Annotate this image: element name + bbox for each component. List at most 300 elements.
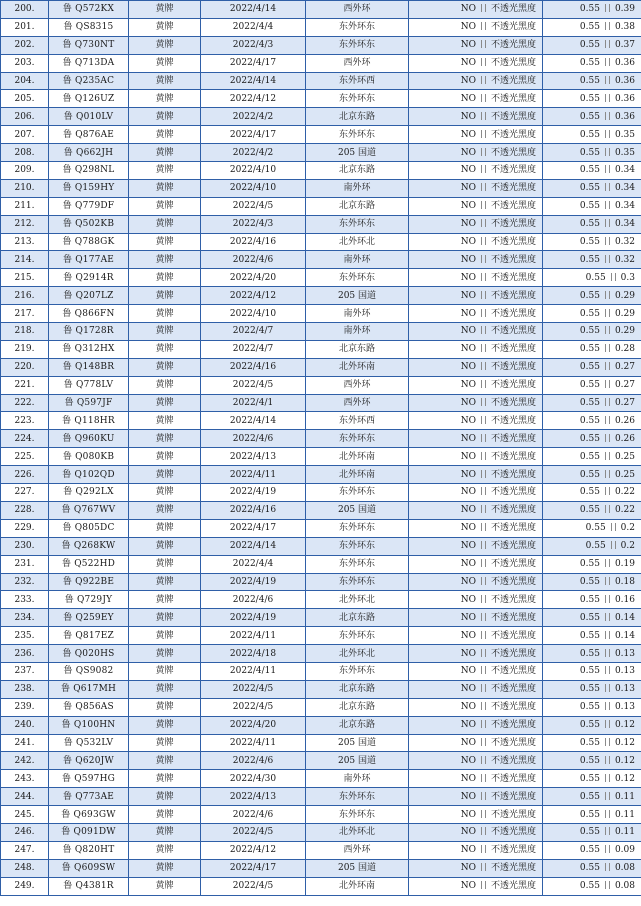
limit-value: 0.55: [579, 487, 600, 498]
limit-value: 0.55: [579, 40, 600, 51]
plate-number-cell: 鲁 Q876AE: [49, 126, 129, 144]
measured-value: 0.26: [614, 415, 635, 426]
limit-value: 0.55: [579, 702, 600, 713]
test-status-cell: [409, 645, 543, 663]
table-row: [1, 72, 641, 90]
test-item-label: 不透光黑度: [490, 326, 536, 337]
test-item-label: 不透光黑度: [490, 576, 536, 587]
row-number-cell: 221.: [1, 376, 49, 394]
row-number-cell: 247.: [1, 841, 49, 859]
limit-value: 0.55: [585, 523, 606, 534]
plate-number-cell: 鲁 Q788GK: [49, 233, 129, 251]
limit-value: 0.55: [579, 773, 600, 784]
table-row: [1, 466, 641, 484]
column-separator: [481, 4, 486, 12]
test-item-label: 不透光黑度: [490, 451, 536, 462]
location-cell: 北京东路: [306, 197, 409, 215]
measured-value: 0.32: [614, 237, 635, 248]
plate-number-cell: 鲁 QS8315: [49, 18, 129, 36]
date-cell: 2022/4/14: [201, 537, 306, 555]
plate-number-cell: 鲁 Q259EY: [49, 609, 129, 627]
limit-value: 0.55: [579, 791, 600, 802]
column-separator: [481, 649, 486, 657]
plate-color-cell: 黄牌: [129, 162, 201, 180]
limit-value: 0.55: [579, 720, 600, 731]
date-cell: 2022/4/10: [201, 305, 306, 323]
plate-number-cell: 鲁 Q100HN: [49, 716, 129, 734]
row-number-cell: 202.: [1, 36, 49, 54]
table-row: [1, 555, 641, 573]
table-row: [1, 358, 641, 376]
date-cell: 2022/4/16: [201, 233, 306, 251]
column-separator: [605, 720, 610, 728]
location-cell: 东外环东: [306, 573, 409, 591]
column-separator: [605, 666, 610, 674]
column-separator: [605, 756, 610, 764]
test-status-cell: [409, 555, 543, 573]
location-cell: 北京东路: [306, 716, 409, 734]
measured-value: 0.25: [614, 469, 635, 480]
result-flag: NO: [460, 594, 476, 605]
measured-value: 0.22: [614, 487, 635, 498]
limit-value: 0.55: [579, 4, 600, 15]
plate-color-cell: 黄牌: [129, 90, 201, 108]
plate-color-cell: 黄牌: [129, 537, 201, 555]
limit-value: 0.55: [579, 58, 600, 69]
test-item-label: 不透光黑度: [490, 523, 536, 534]
plate-color-cell: 黄牌: [129, 358, 201, 376]
column-separator: [481, 165, 486, 173]
table-row: [1, 376, 641, 394]
measured-value: 0.19: [614, 559, 635, 570]
measured-value: 0.12: [614, 720, 635, 731]
location-cell: 东外环东: [306, 627, 409, 645]
test-item-label: 不透光黑度: [490, 40, 536, 51]
column-separator: [481, 845, 486, 853]
column-separator: [481, 434, 486, 442]
column-separator: [481, 112, 486, 120]
measured-value: 0.27: [614, 362, 635, 373]
location-cell: 北京东路: [306, 162, 409, 180]
location-cell: 东外环东: [306, 537, 409, 555]
date-cell: 2022/4/17: [201, 519, 306, 537]
plate-number-cell: 鲁 Q620JW: [49, 752, 129, 770]
date-cell: 2022/4/6: [201, 752, 306, 770]
plate-number-cell: 鲁 Q020HS: [49, 645, 129, 663]
test-item-label: 不透光黑度: [490, 612, 536, 623]
location-cell: 205 国道: [306, 734, 409, 752]
row-number-cell: 207.: [1, 126, 49, 144]
plate-number-cell: 鲁 Q817EZ: [49, 627, 129, 645]
date-cell: 2022/4/2: [201, 144, 306, 162]
column-separator: [481, 291, 486, 299]
test-item-label: 不透光黑度: [490, 111, 536, 122]
measurement-cell: [543, 376, 641, 394]
table-row: [1, 1, 641, 19]
test-status-cell: [409, 323, 543, 341]
plate-number-cell: 鲁 Q597JF: [49, 394, 129, 412]
location-cell: 东外环东: [306, 484, 409, 502]
test-item-label: 不透光黑度: [490, 22, 536, 33]
column-separator: [605, 881, 610, 889]
limit-value: 0.55: [579, 344, 600, 355]
table-row: [1, 197, 641, 215]
plate-color-cell: 黄牌: [129, 627, 201, 645]
plate-color-cell: 黄牌: [129, 591, 201, 609]
column-separator: [481, 237, 486, 245]
test-status-cell: [409, 877, 543, 895]
result-flag: NO: [460, 881, 476, 892]
plate-number-cell: 鲁 Q572KX: [49, 1, 129, 19]
plate-color-cell: 黄牌: [129, 573, 201, 591]
plate-number-cell: 鲁 Q609SW: [49, 859, 129, 877]
test-status-cell: [409, 108, 543, 126]
table-row: [1, 394, 641, 412]
measurement-cell: [543, 251, 641, 269]
plate-number-cell: 鲁 Q960KU: [49, 430, 129, 448]
test-item-label: 不透光黑度: [490, 773, 536, 784]
table-row: [1, 680, 641, 698]
plate-number-cell: 鲁 Q617MH: [49, 680, 129, 698]
measurement-cell: [543, 305, 641, 323]
column-separator: [481, 130, 486, 138]
location-cell: 西外环: [306, 1, 409, 19]
test-item-label: 不透光黑度: [490, 398, 536, 409]
result-flag: NO: [460, 648, 476, 659]
column-separator: [605, 738, 610, 746]
plate-number-cell: 鲁 Q597HG: [49, 770, 129, 788]
plate-number-cell: 鲁 Q126UZ: [49, 90, 129, 108]
column-separator: [605, 237, 610, 245]
location-cell: 东外环东: [306, 662, 409, 680]
test-status-cell: [409, 501, 543, 519]
column-separator: [605, 362, 610, 370]
table-row: [1, 108, 641, 126]
measurement-cell: [543, 340, 641, 358]
test-item-label: 不透光黑度: [490, 755, 536, 766]
test-item-label: 不透光黑度: [490, 881, 536, 892]
column-separator: [605, 344, 610, 352]
column-separator: [605, 148, 610, 156]
plate-color-cell: 黄牌: [129, 18, 201, 36]
date-cell: 2022/4/17: [201, 126, 306, 144]
column-separator: [605, 649, 610, 657]
plate-color-cell: 黄牌: [129, 233, 201, 251]
test-item-label: 不透光黑度: [490, 863, 536, 874]
test-status-cell: [409, 734, 543, 752]
measurement-cell: [543, 233, 641, 251]
row-number-cell: 238.: [1, 680, 49, 698]
column-separator: [605, 380, 610, 388]
test-status-cell: [409, 305, 543, 323]
location-cell: 南外环: [306, 179, 409, 197]
test-item-label: 不透光黑度: [490, 344, 536, 355]
table-row: [1, 519, 641, 537]
date-cell: 2022/4/6: [201, 251, 306, 269]
row-number-cell: 211.: [1, 197, 49, 215]
column-separator: [605, 58, 610, 66]
row-number-cell: 249.: [1, 877, 49, 895]
measured-value: 0.13: [614, 648, 635, 659]
column-separator: [481, 487, 486, 495]
test-item-label: 不透光黑度: [490, 433, 536, 444]
limit-value: 0.55: [579, 93, 600, 104]
test-item-label: 不透光黑度: [490, 147, 536, 158]
column-separator: [481, 273, 486, 281]
test-item-label: 不透光黑度: [490, 165, 536, 176]
location-cell: 205 国道: [306, 859, 409, 877]
measurement-cell: [543, 859, 641, 877]
column-separator: [481, 666, 486, 674]
location-cell: 东外环东: [306, 126, 409, 144]
location-cell: 西外环: [306, 54, 409, 72]
limit-value: 0.55: [579, 863, 600, 874]
table-row: [1, 251, 641, 269]
row-number-cell: 246.: [1, 823, 49, 841]
plate-number-cell: 鲁 Q729JY: [49, 591, 129, 609]
date-cell: 2022/4/11: [201, 627, 306, 645]
plate-color-cell: 黄牌: [129, 484, 201, 502]
table-row: [1, 591, 641, 609]
column-separator: [605, 702, 610, 710]
date-cell: 2022/4/12: [201, 287, 306, 305]
column-separator: [481, 577, 486, 585]
limit-value: 0.55: [579, 612, 600, 623]
test-item-label: 不透光黑度: [490, 737, 536, 748]
plate-color-cell: 黄牌: [129, 519, 201, 537]
column-separator: [481, 470, 486, 478]
measurement-cell: [543, 484, 641, 502]
result-flag: NO: [460, 147, 476, 158]
plate-number-cell: 鲁 Q298NL: [49, 162, 129, 180]
table-row: [1, 823, 641, 841]
test-status-cell: [409, 859, 543, 877]
column-separator: [605, 470, 610, 478]
measurement-cell: [543, 591, 641, 609]
date-cell: 2022/4/11: [201, 466, 306, 484]
table-row: [1, 36, 641, 54]
column-separator: [611, 523, 616, 531]
result-flag: NO: [460, 612, 476, 623]
date-cell: 2022/4/30: [201, 770, 306, 788]
measured-value: 0.38: [614, 22, 635, 33]
limit-value: 0.55: [579, 648, 600, 659]
table-row: [1, 716, 641, 734]
test-item-label: 不透光黑度: [490, 290, 536, 301]
row-number-cell: 236.: [1, 645, 49, 663]
plate-color-cell: 黄牌: [129, 305, 201, 323]
column-separator: [481, 76, 486, 84]
test-item-label: 不透光黑度: [490, 791, 536, 802]
test-item-label: 不透光黑度: [490, 219, 536, 230]
location-cell: 205 国道: [306, 501, 409, 519]
date-cell: 2022/4/5: [201, 197, 306, 215]
column-separator: [481, 881, 486, 889]
test-item-label: 不透光黑度: [490, 487, 536, 498]
result-flag: NO: [460, 308, 476, 319]
limit-value: 0.55: [579, 201, 600, 212]
plate-color-cell: 黄牌: [129, 466, 201, 484]
result-flag: NO: [460, 487, 476, 498]
measured-value: 0.3: [620, 272, 635, 283]
measurement-cell: [543, 788, 641, 806]
plate-color-cell: 黄牌: [129, 54, 201, 72]
test-status-cell: [409, 18, 543, 36]
row-number-cell: 242.: [1, 752, 49, 770]
column-separator: [481, 326, 486, 334]
column-separator: [481, 380, 486, 388]
column-separator: [605, 291, 610, 299]
row-number-cell: 208.: [1, 144, 49, 162]
plate-number-cell: 鲁 Q235AC: [49, 72, 129, 90]
location-cell: 南外环: [306, 323, 409, 341]
limit-value: 0.55: [579, 576, 600, 587]
date-cell: 2022/4/16: [201, 358, 306, 376]
location-cell: 东外环东: [306, 788, 409, 806]
location-cell: 北京东路: [306, 698, 409, 716]
test-item-label: 不透光黑度: [490, 380, 536, 391]
row-number-cell: 240.: [1, 716, 49, 734]
limit-value: 0.55: [579, 737, 600, 748]
result-flag: NO: [460, 165, 476, 176]
plate-number-cell: 鲁 Q2914R: [49, 269, 129, 287]
test-status-cell: [409, 90, 543, 108]
location-cell: 东外环西: [306, 72, 409, 90]
column-separator: [481, 774, 486, 782]
column-separator: [605, 255, 610, 263]
test-item-label: 不透光黑度: [490, 505, 536, 516]
measurement-cell: [543, 412, 641, 430]
measurement-cell: [543, 680, 641, 698]
column-separator: [605, 219, 610, 227]
measured-value: 0.2: [620, 523, 635, 534]
measured-value: 0.12: [614, 773, 635, 784]
table-row: [1, 752, 641, 770]
measurement-cell: [543, 36, 641, 54]
row-number-cell: 213.: [1, 233, 49, 251]
limit-value: 0.55: [579, 469, 600, 480]
date-cell: 2022/4/19: [201, 609, 306, 627]
test-status-cell: [409, 394, 543, 412]
test-item-label: 不透光黑度: [490, 362, 536, 373]
location-cell: 205 国道: [306, 752, 409, 770]
row-number-cell: 218.: [1, 323, 49, 341]
test-item-label: 不透光黑度: [490, 827, 536, 838]
limit-value: 0.55: [579, 254, 600, 265]
result-flag: NO: [460, 755, 476, 766]
date-cell: 2022/4/14: [201, 412, 306, 430]
row-number-cell: 205.: [1, 90, 49, 108]
location-cell: 南外环: [306, 251, 409, 269]
result-flag: NO: [460, 183, 476, 194]
column-separator: [605, 40, 610, 48]
plate-number-cell: 鲁 Q118HR: [49, 412, 129, 430]
result-flag: NO: [460, 469, 476, 480]
measured-value: 0.11: [614, 809, 635, 820]
limit-value: 0.55: [579, 666, 600, 677]
plate-number-cell: 鲁 Q312HX: [49, 340, 129, 358]
limit-value: 0.55: [579, 505, 600, 516]
plate-number-cell: 鲁 Q805DC: [49, 519, 129, 537]
measured-value: 0.37: [614, 40, 635, 51]
row-number-cell: 216.: [1, 287, 49, 305]
location-cell: 东外环东: [306, 18, 409, 36]
table-row: [1, 841, 641, 859]
test-status-cell: [409, 358, 543, 376]
date-cell: 2022/4/5: [201, 680, 306, 698]
table-row: [1, 877, 641, 895]
plate-number-cell: 鲁 Q693GW: [49, 806, 129, 824]
row-number-cell: 227.: [1, 484, 49, 502]
date-cell: 2022/4/10: [201, 162, 306, 180]
plate-number-cell: 鲁 Q856AS: [49, 698, 129, 716]
column-separator: [481, 863, 486, 871]
result-flag: NO: [460, 433, 476, 444]
plate-color-cell: 黄牌: [129, 269, 201, 287]
measured-value: 0.25: [614, 451, 635, 462]
date-cell: 2022/4/5: [201, 698, 306, 716]
measurement-cell: [543, 215, 641, 233]
column-separator: [605, 505, 610, 513]
column-separator: [481, 309, 486, 317]
column-separator: [481, 22, 486, 30]
result-flag: NO: [460, 863, 476, 874]
row-number-cell: 237.: [1, 662, 49, 680]
test-status-cell: [409, 484, 543, 502]
test-item-label: 不透光黑度: [490, 666, 536, 677]
result-flag: NO: [460, 720, 476, 731]
limit-value: 0.55: [579, 380, 600, 391]
result-flag: NO: [460, 451, 476, 462]
result-flag: NO: [460, 362, 476, 373]
location-cell: 东外环东: [306, 430, 409, 448]
column-separator: [605, 416, 610, 424]
plate-color-cell: 黄牌: [129, 645, 201, 663]
test-status-cell: [409, 340, 543, 358]
limit-value: 0.55: [585, 541, 606, 552]
test-status-cell: [409, 144, 543, 162]
test-status-cell: [409, 72, 543, 90]
limit-value: 0.55: [579, 111, 600, 122]
limit-value: 0.55: [579, 881, 600, 892]
plate-number-cell: 鲁 Q773AE: [49, 788, 129, 806]
row-number-cell: 223.: [1, 412, 49, 430]
measurement-cell: [543, 716, 641, 734]
result-flag: NO: [460, 201, 476, 212]
measured-value: 0.36: [614, 111, 635, 122]
measurement-cell: [543, 734, 641, 752]
test-status-cell: [409, 36, 543, 54]
location-cell: 北外环南: [306, 877, 409, 895]
column-separator: [481, 738, 486, 746]
test-item-label: 不透光黑度: [490, 254, 536, 265]
table-row: [1, 305, 641, 323]
column-separator: [605, 398, 610, 406]
test-item-label: 不透光黑度: [490, 308, 536, 319]
date-cell: 2022/4/7: [201, 340, 306, 358]
measurement-cell: [543, 18, 641, 36]
measurement-cell: [543, 823, 641, 841]
row-number-cell: 229.: [1, 519, 49, 537]
location-cell: 东外环东: [306, 90, 409, 108]
date-cell: 2022/4/12: [201, 90, 306, 108]
measured-value: 0.35: [614, 129, 635, 140]
column-separator: [605, 613, 610, 621]
column-separator: [605, 559, 610, 567]
measurement-cell: [543, 54, 641, 72]
measurement-cell: [543, 197, 641, 215]
location-cell: 南外环: [306, 305, 409, 323]
